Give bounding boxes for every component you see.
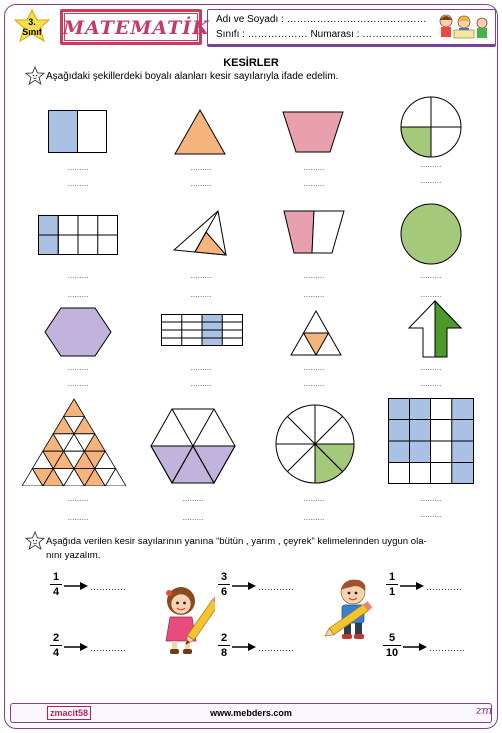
answer-blank-denominator[interactable]: ……… [182,515,204,522]
split-trapezoid-shape [283,210,345,254]
triangle-grid-shape [22,398,126,486]
fraction-numerator: 3 [220,571,228,583]
right-arrow-icon [403,642,427,652]
answer-blank-numerator[interactable]: ……… [67,365,89,372]
fraction-denominator: 8 [220,647,228,659]
fraction [218,571,230,598]
circle-quarters-shape [400,96,462,158]
answer-blank-numerator[interactable]: ……… [303,365,325,372]
answer-blank-denominator[interactable]: ……… [420,381,442,388]
answer-dots[interactable]: ………… [258,643,294,653]
answer-dots[interactable]: ………… [90,643,126,653]
footer-bar [10,703,492,723]
answer-blank-numerator[interactable]: ……… [420,162,442,169]
answer-blank-numerator[interactable]: ……… [420,365,442,372]
answer-blank-denominator[interactable]: ……… [67,515,89,522]
answer-blank-numerator[interactable]: ……… [303,165,325,172]
answer-blank-denominator[interactable]: ……… [420,178,442,185]
fraction [386,571,398,598]
right-arrow-icon [232,581,256,591]
answer-blank-numerator[interactable]: ……… [190,273,212,280]
fraction-numerator: 1 [388,571,396,583]
fraction [50,632,62,659]
answer-dots[interactable]: ………… [429,643,465,653]
fraction-denominator: 4 [52,586,60,598]
answer-blank-denominator[interactable]: ……… [67,381,89,388]
answer-blank-denominator[interactable]: ……… [303,292,325,299]
fraction [50,571,62,598]
rectangle-bars-shape [161,314,243,346]
fraction-numerator: 1 [52,571,60,583]
girl-with-pencil-icon [153,583,215,655]
answer-blank-numerator[interactable]: ……… [67,496,89,503]
pink-trapezoid-shape [282,111,344,153]
fraction-denominator: 4 [52,647,60,659]
answer-blank-numerator[interactable]: ……… [303,273,325,280]
hexagon-sixths-shape [150,408,236,484]
grade-label: 3. Sınıf [22,17,42,37]
answer-blank-denominator[interactable]: ……… [303,181,325,188]
fraction [218,632,230,659]
fraction-denominator: 1 [388,586,396,598]
zm-logo-right: zm [476,704,493,717]
boy-with-pencil-icon [323,578,381,642]
rectangle-grid-shape [38,215,118,255]
answer-blank-numerator[interactable]: ……… [67,165,89,172]
fraction-denominator: 6 [220,586,228,598]
footer-author: zmacit58 [47,706,91,720]
answer-dots[interactable]: ………… [426,582,462,592]
answer-blank-denominator[interactable]: ……… [67,181,89,188]
right-arrow-icon [64,581,88,591]
answer-blank-denominator[interactable]: ……… [190,292,212,299]
name-field-label[interactable]: Adı ve Soyadı : …………………………………… [216,14,427,25]
answer-blank-numerator[interactable]: ……… [420,273,442,280]
rectangle-halves-shape [48,110,108,154]
answer-blank-numerator[interactable]: ……… [190,365,212,372]
purple-hexagon-shape [44,307,112,357]
answer-blank-numerator[interactable]: ……… [303,496,325,503]
answer-blank-numerator[interactable]: ……… [182,496,204,503]
footer-site-link[interactable]: www.mebders.com [210,708,292,718]
answer-blank-numerator[interactable]: ……… [67,273,89,280]
answer-blank-denominator[interactable]: ……… [67,292,89,299]
answer-blank-denominator[interactable]: ……… [420,292,442,299]
green-circle-shape [400,203,462,265]
grade-badge [12,9,52,43]
nested-triangle-shape [290,310,342,356]
fraction [383,632,401,659]
answer-dots[interactable]: ………… [90,582,126,592]
answer-blank-denominator[interactable]: ……… [190,381,212,388]
answer-blank-numerator[interactable]: ……… [190,165,212,172]
section2-instruction-line2: nını yazalım. [46,550,101,561]
circle-eighths-shape [275,404,355,484]
orange-triangle-shape [174,109,226,155]
answer-blank-denominator[interactable]: ……… [420,512,442,519]
fraction-numerator: 2 [52,632,60,644]
star-face-icon [25,531,45,551]
split-triangle-shape [173,210,227,256]
answer-dots[interactable]: ………… [258,582,294,592]
kids-reading-icon [434,12,492,42]
fraction-numerator: 2 [220,632,228,644]
up-arrow-shape [407,300,463,358]
section2-instruction-line1: Aşağıda verilen kesir sayılarının yanına “bütün , yarım , çeyrek” kelimelerinden uygun ola- [46,536,427,547]
subject-box [60,9,210,45]
answer-blank-denominator[interactable]: ……… [303,381,325,388]
answer-blank-numerator[interactable]: ……… [420,496,442,503]
right-arrow-icon [400,581,424,591]
answer-blank-denominator[interactable]: ……… [303,515,325,522]
fraction-numerator: 5 [388,632,396,644]
section1-instruction: Aşağıdaki şekillerdeki boyalı alanları kesir sayılarıyla ifade edelim. [46,71,339,82]
class-number-field-label[interactable]: Sınıfı : ……………… Numarası : ………………… [216,29,433,40]
subject-title: MATEMATİK [63,17,210,39]
fraction-denominator: 10 [385,647,399,659]
right-arrow-icon [64,642,88,652]
answer-blank-denominator[interactable]: ……… [190,181,212,188]
star-face-icon [25,66,45,86]
square-grid-shape [388,398,474,484]
section-title: KESİRLER [223,57,279,69]
right-arrow-icon [232,642,256,652]
